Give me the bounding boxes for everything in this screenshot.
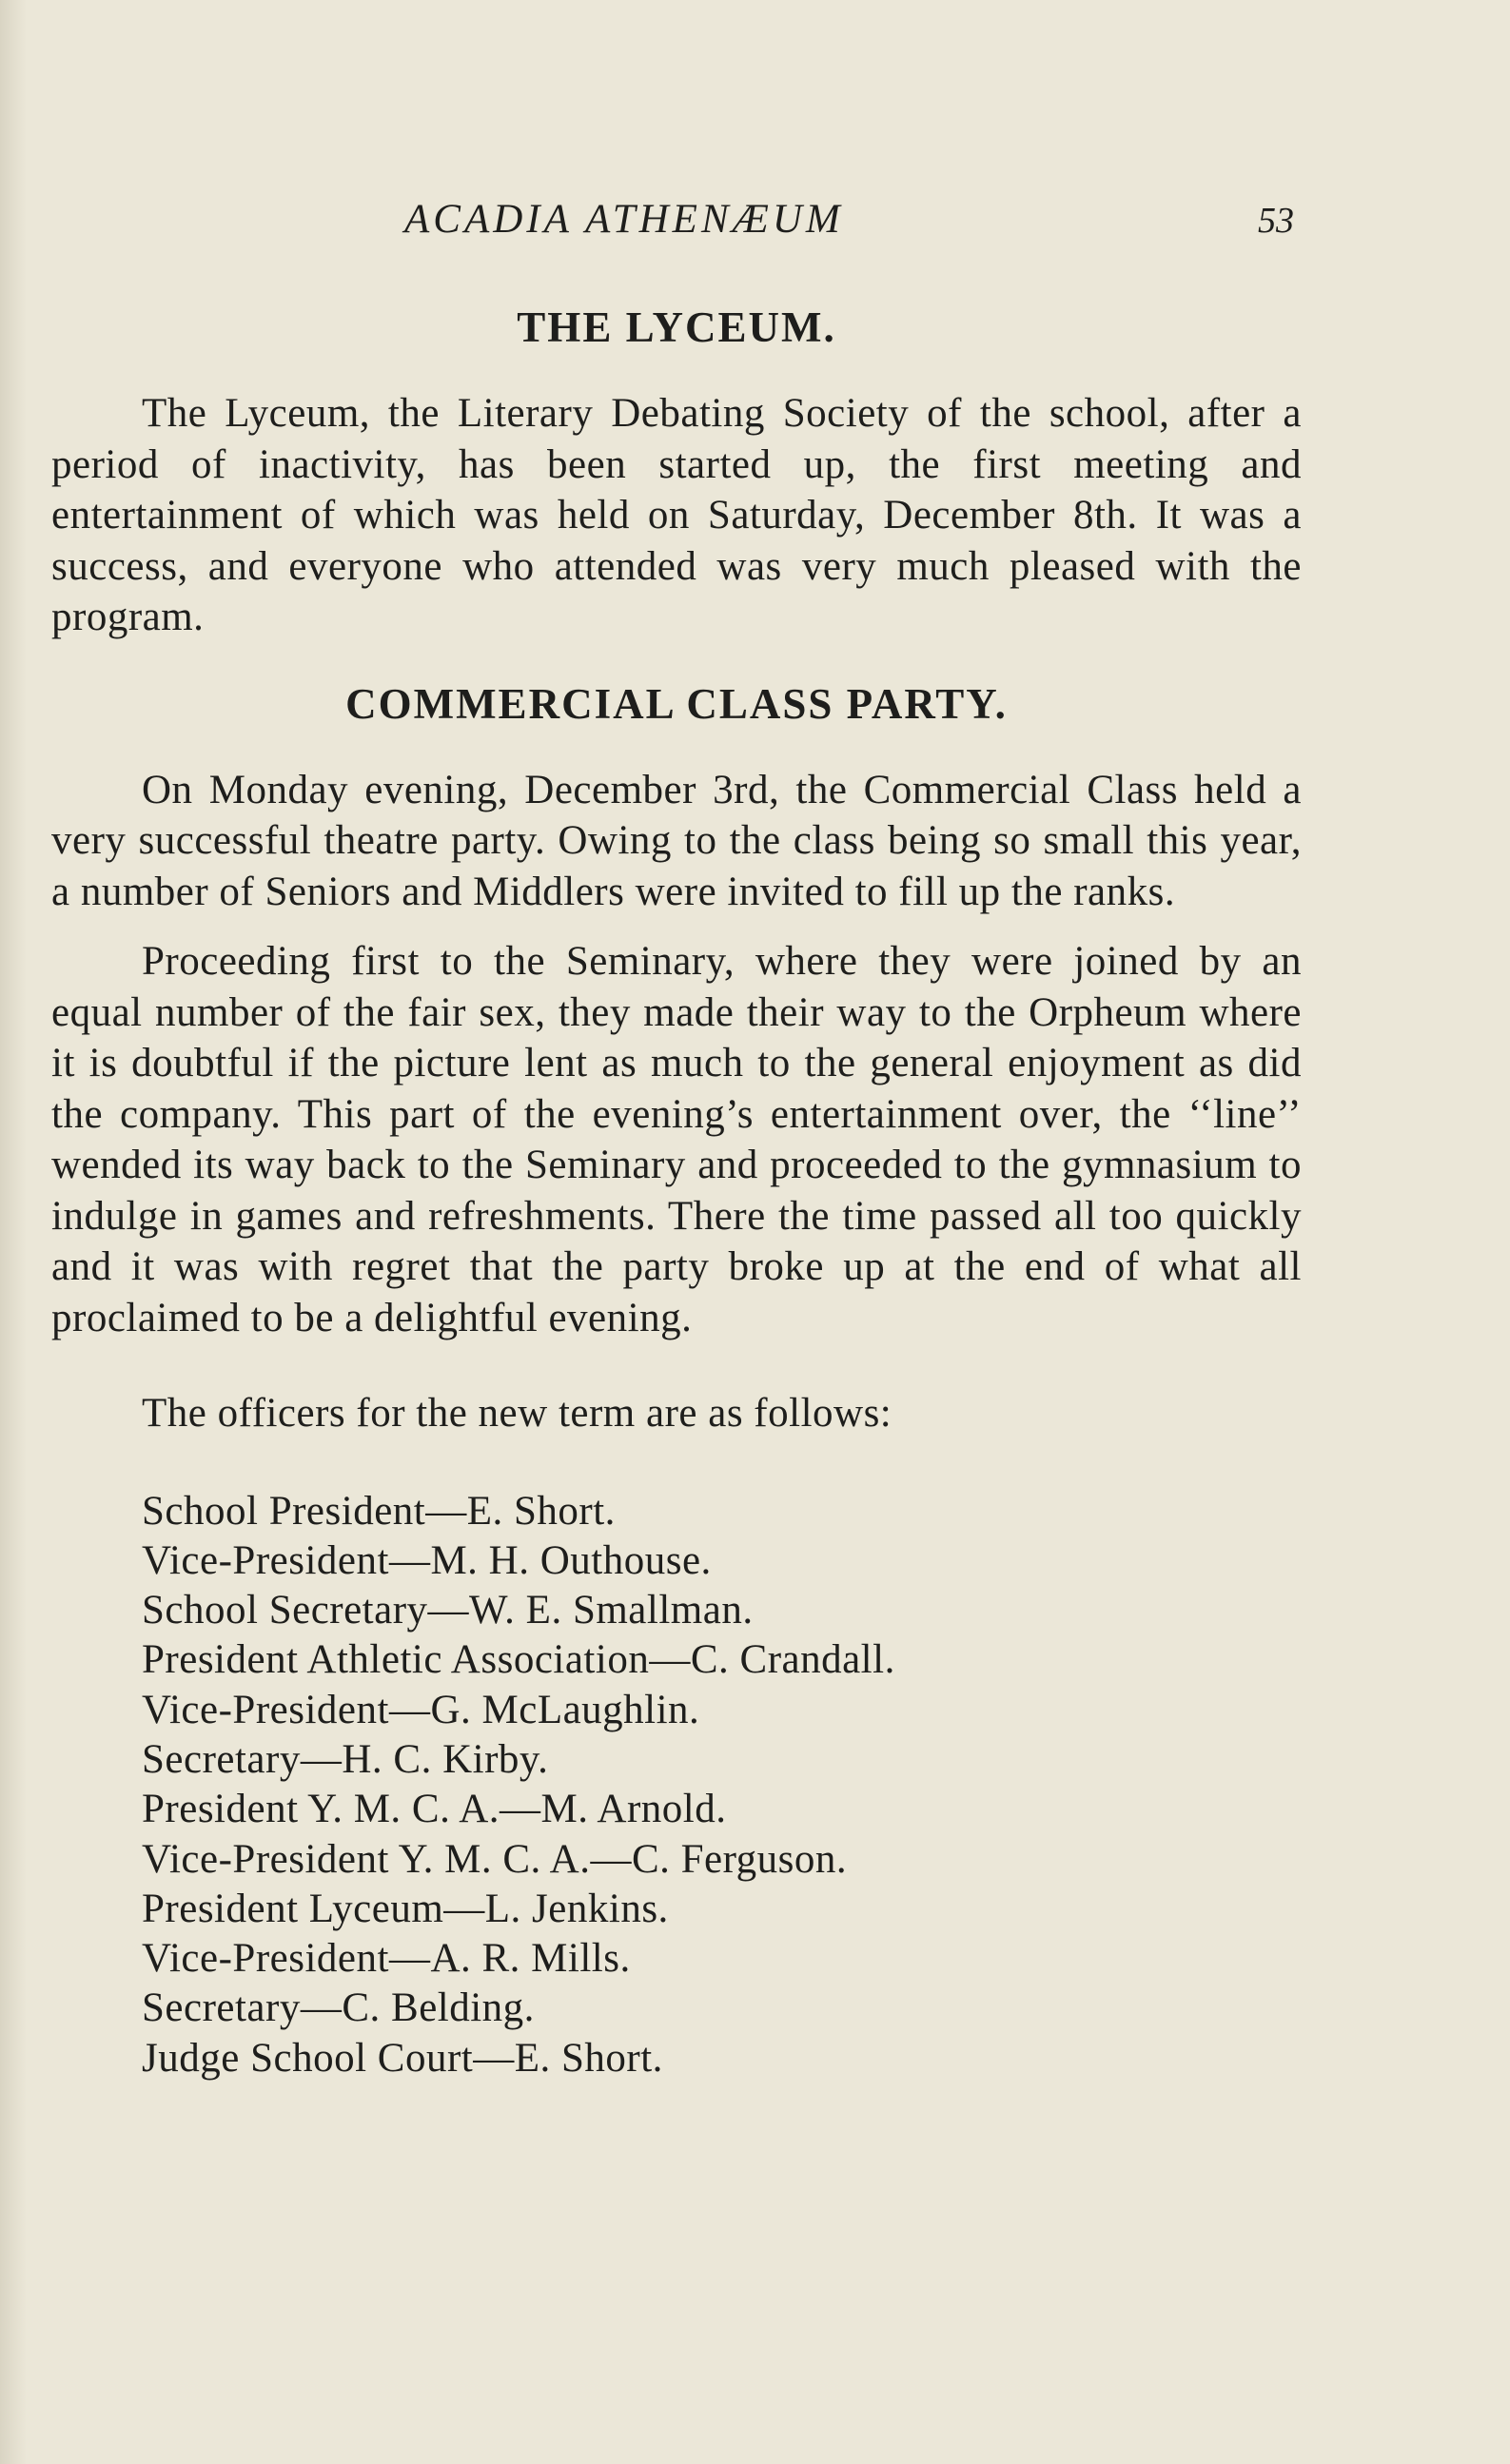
officer-entry: Secretary—H. C. Kirby. xyxy=(142,1736,549,1782)
officers-intro: The officers for the new term are as follows: xyxy=(142,1391,892,1436)
page-edge-shadow xyxy=(0,0,27,2464)
officers-section xyxy=(51,1388,1302,2083)
officer-entry: School President—E. Short. xyxy=(142,1488,616,1534)
party-paragraph-1: On Monday evening, December 3rd, the Commercial Class held a very successful theatre party. Owing to the class being so small this year, a number of Seniors and Middlers were invited to fill up the ranks. xyxy=(51,767,1302,914)
lyceum-paragraph: The Lyceum, the Literary Debating Society of the school, after a period of inactivity, has been started up, the first meeting and entertainment of which was held on Saturday, December 8th. It was a success, and everyone who attended was very much pleased with the program. xyxy=(51,391,1302,639)
commercial-class-party-section xyxy=(51,679,1302,1344)
officer-entry: Judge School Court—E. Short. xyxy=(142,2035,663,2081)
officer-entry: Vice-President Y. M. C. A.—C. Ferguson. xyxy=(142,1836,848,1882)
officer-entry: Vice-President—G. McLaughlin. xyxy=(142,1687,700,1732)
officer-entry: President Y. M. C. A.—M. Arnold. xyxy=(142,1787,727,1832)
lyceum-section xyxy=(51,303,1302,643)
officer-entry: School Secretary—W. E. Smallman. xyxy=(142,1588,754,1633)
page-content xyxy=(51,303,1302,2083)
officer-entry: President Lyceum—L. Jenkins. xyxy=(142,1886,669,1931)
commercial-class-party-heading: COMMERCIAL CLASS PARTY. xyxy=(345,679,1008,728)
party-paragraph-2: Proceeding first to the Seminary, where they were joined by an equal number of the fair sex, they made their way to the Orpheum where it is doubtful if the picture lent as much to the general enjoyment as did the company. This part of the evening’s entertainment over, the ‘‘line’’ wended its way back to the Seminary and proceeded to the gymnasium to indulge in games and refreshments. There the time passed all too quickly and it was with regret that the party broke up at the end of what all proclaimed to be a delightful evening. xyxy=(51,939,1302,1340)
running-head xyxy=(0,196,1510,253)
lyceum-heading: THE LYCEUM. xyxy=(517,303,836,351)
page-number: 53 xyxy=(1258,201,1294,241)
officer-entry: President Athletic Association—C. Crandall. xyxy=(142,1637,895,1683)
journal-title: ACADIA ATHENÆUM xyxy=(404,197,844,242)
officer-entry: Secretary—C. Belding. xyxy=(142,1985,535,2031)
officer-entry: Vice-President—A. R. Mills. xyxy=(142,1936,631,1982)
officers-list xyxy=(51,1487,1302,2084)
officer-entry: Vice-President—M. H. Outhouse. xyxy=(142,1537,712,1583)
